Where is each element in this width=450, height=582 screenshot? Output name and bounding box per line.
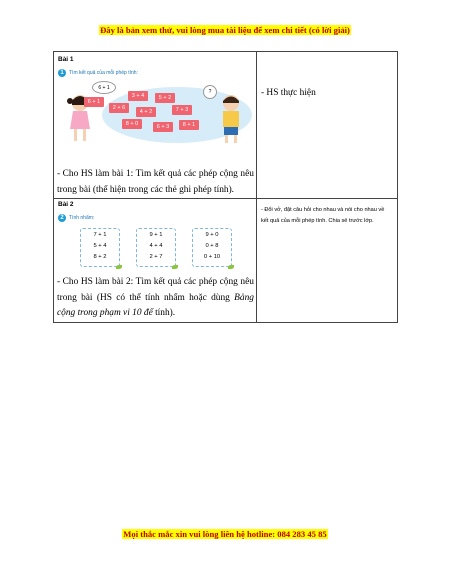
student-activity-cell-1 xyxy=(256,52,397,199)
math-expression: 0 + 8 xyxy=(205,243,219,249)
task-number-badge: 1 xyxy=(58,69,66,77)
task-heading xyxy=(58,69,256,77)
math-group xyxy=(192,228,232,267)
instruction-text: - Cho HS làm bài 2: Tìm kết quả các phép cộng nêu trong bài (HS có thể tính nhẩm hoặc dùng xyxy=(57,277,254,303)
math-expression: 2 + 7 xyxy=(149,254,163,260)
addition-card: 4 + 2 xyxy=(136,107,156,117)
boy-speech-bubble: ? xyxy=(203,85,217,99)
math-group xyxy=(136,228,176,267)
math-expression: 9 + 1 xyxy=(149,232,163,238)
student-activity-2: - Đổi vở, đặt câu hỏi cho nhau và nói cho nhau về kết quả của mỗi phép tính. Chia sẻ trước lớp. xyxy=(260,207,385,224)
addition-card: 2 + 6 xyxy=(109,103,129,113)
addition-card: 6 + 3 xyxy=(153,122,173,132)
preview-notice-banner: Đây là bản xem thử, vui lòng mua tài liệu để xem chi tiết (có lời giải) xyxy=(100,25,350,35)
math-expression: 7 + 1 xyxy=(93,232,107,238)
table-row-exercise-1 xyxy=(54,52,398,199)
student-activity-cell-2 xyxy=(256,199,397,323)
instruction-italic-text: Bảng cộng trong phạm vi 10 để xyxy=(57,292,254,318)
boy-character-image xyxy=(216,93,246,145)
math-expression: 4 + 4 xyxy=(149,243,163,249)
teacher-instruction-2 xyxy=(57,275,254,322)
hotline-banner: Mọi thắc mắc xin vui lòng liên hệ hotline: 084 283 45 85 xyxy=(123,529,327,539)
math-expression: 5 + 4 xyxy=(93,243,107,249)
teacher-instruction-1: - Cho HS làm bài 1: Tìm kết quả các phép cộng nêu trong bài (thể hiện trong các thẻ ghi phép tính). xyxy=(57,169,254,195)
leaf-icon xyxy=(172,265,178,269)
task-title: Tìm kết quả của mỗi phép tính: xyxy=(69,70,138,76)
exercise-title: Bài 2 xyxy=(58,201,74,208)
math-expression: 8 + 2 xyxy=(93,254,107,260)
addition-card: 5 + 2 xyxy=(155,93,175,103)
teacher-activity-cell-2 xyxy=(54,199,257,323)
table-row-exercise-2 xyxy=(54,199,398,323)
addition-card: 8 + 1 xyxy=(179,120,199,130)
addition-card: 6 + 1 xyxy=(84,97,104,107)
student-activity-1: - HS thực hiện xyxy=(260,88,316,98)
leaf-icon xyxy=(116,265,122,269)
task-title: Tính nhẩm: xyxy=(69,215,95,221)
task-heading xyxy=(58,214,256,222)
math-expression: 0 + 10 xyxy=(203,254,221,260)
addition-card: 7 + 3 xyxy=(172,105,192,115)
math-group xyxy=(80,228,120,267)
leaf-icon xyxy=(228,265,234,269)
teacher-activity-cell-1 xyxy=(54,52,257,199)
girl-speech-bubble: 6 + 1 xyxy=(92,81,116,94)
instruction-text: tính). xyxy=(152,308,176,318)
lesson-table xyxy=(53,51,398,323)
task-number-badge: 2 xyxy=(58,214,66,222)
addition-cards-illustration xyxy=(54,79,254,145)
addition-card: 8 + 0 xyxy=(122,119,142,129)
mental-math-groups xyxy=(80,228,256,267)
addition-card: 3 + 4 xyxy=(128,91,148,101)
math-expression: 9 + 0 xyxy=(205,232,219,238)
exercise-title: Bài 1 xyxy=(58,56,74,63)
